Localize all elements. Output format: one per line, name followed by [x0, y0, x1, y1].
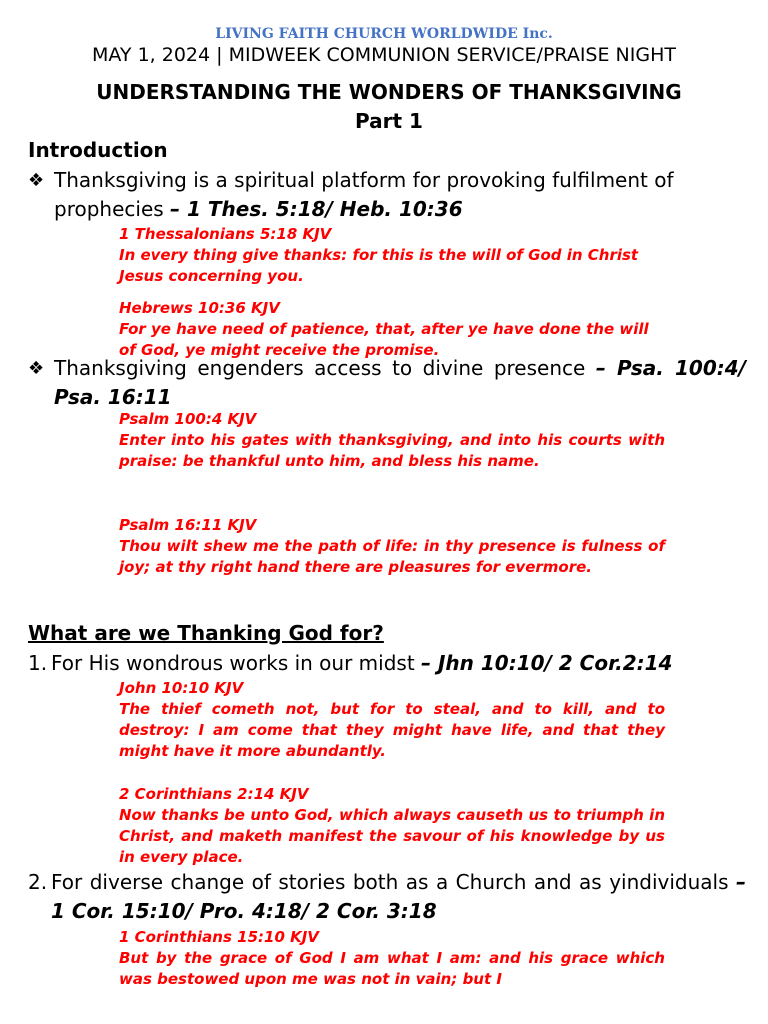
verse-block	[119, 784, 665, 868]
verse-block	[119, 678, 665, 762]
verse-block	[119, 298, 665, 361]
scripture-reference: – Jhn 10:10/ 2 Cor.2:14	[421, 651, 673, 675]
point-text: For diverse change of stories both as a Church and as yindividuals	[51, 870, 736, 894]
verse-text: For ye have need of patience, that, after ye have done the will of God, ye might receive the promise.	[119, 320, 649, 359]
verse-reference: Psalm 100:4 KJV	[119, 410, 257, 428]
verse-text: Now thanks be unto God, which always causeth us to triumph in Christ, and maketh manifest the savour of his knowledge by us in every place.	[119, 806, 665, 866]
thanks-point-1	[28, 649, 746, 678]
verse-text: But by the grace of God I am what I am: and his grace which was bestowed upon me was not in vain; but I	[119, 949, 665, 988]
verse-reference: Hebrews 10:36 KJV	[119, 299, 280, 317]
service-line: MAY 1, 2024 | MIDWEEK COMMUNION SERVICE/PRAISE NIGHT	[92, 44, 676, 66]
verse-text: The thief cometh not, but for to steal, and to kill, and to destroy: I am come that they might have life, and that they might have it more abundantly.	[119, 700, 665, 760]
verse-reference: John 10:10 KJV	[119, 679, 244, 697]
scripture-reference: – 1 Cor. 15:10/ Pro. 4:18/ 2 Cor. 3:18	[51, 870, 746, 923]
scripture-reference: – Psa. 100:4/ Psa. 16:11	[54, 356, 746, 409]
list-number: 1.	[28, 651, 48, 675]
document-title: UNDERSTANDING THE WONDERS OF THANKSGIVING	[96, 80, 682, 104]
verse-reference: 1 Thessalonians 5:18 KJV	[119, 225, 332, 243]
verse-block	[119, 409, 665, 472]
document-subtitle: Part 1	[355, 109, 423, 133]
verse-reference: 2 Corinthians 2:14 KJV	[119, 785, 309, 803]
verse-block	[119, 927, 665, 990]
diamond-bullet-icon: ❖	[28, 358, 45, 379]
verse-text: Enter into his gates with thanksgiving, and into his courts with praise: be thankful unto him, and bless his name.	[119, 431, 665, 470]
intro-point-2	[28, 354, 746, 412]
verse-text: In every thing give thanks: for this is the will of God in Christ Jesus concerning you.	[119, 246, 639, 285]
thanks-point-2	[28, 868, 746, 926]
verse-text: Thou wilt shew me the path of life: in thy presence is fulness of joy; at thy right hand there are pleasures for evermore.	[119, 537, 665, 576]
scripture-reference: – 1 Thes. 5:18/ Heb. 10:36	[170, 197, 463, 221]
verse-reference: 1 Corinthians 15:10 KJV	[119, 928, 319, 946]
list-number: 2.	[28, 870, 48, 894]
intro-point-1	[28, 166, 746, 224]
diamond-bullet-icon: ❖	[28, 170, 45, 191]
point-text: Thanksgiving is a spiritual platform for provoking fulfilment of prophecies	[54, 168, 674, 221]
point-text: Thanksgiving engenders access to divine presence	[54, 356, 596, 380]
section-heading: What are we Thanking God for?	[28, 621, 384, 645]
verse-reference: Psalm 16:11 KJV	[119, 516, 257, 534]
intro-heading: Introduction	[28, 138, 168, 162]
point-text: For His wondrous works in our midst	[51, 651, 422, 675]
verse-block	[119, 224, 665, 287]
verse-block	[119, 515, 665, 578]
church-name: LIVING FAITH CHURCH WORLDWIDE Inc.	[215, 26, 553, 42]
